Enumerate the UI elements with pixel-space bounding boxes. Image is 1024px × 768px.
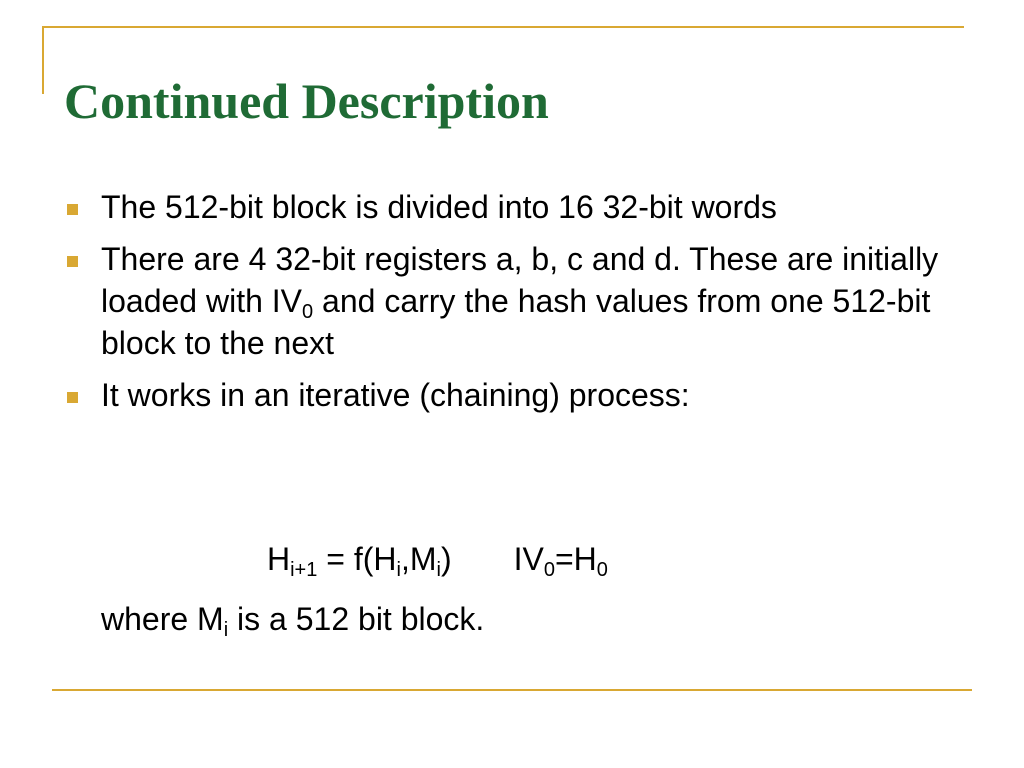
formula-sub-0: 0: [596, 559, 608, 581]
where-subscript-i: i: [223, 619, 229, 641]
square-bullet-icon: [67, 204, 78, 215]
formula-sub-i-plus-1: i+1: [290, 559, 318, 581]
slide-title: Continued Description: [64, 72, 549, 129]
formula-comma-m: ,M: [400, 541, 437, 577]
formula-sub-i: i: [396, 559, 401, 581]
top-border-line: [42, 26, 964, 28]
bullet-list: [64, 186, 964, 426]
formula-close-paren: ): [440, 541, 452, 577]
formula-iv: IV: [513, 541, 544, 577]
subscript-zero: 0: [302, 301, 314, 323]
where-text-before: where M: [101, 601, 224, 637]
bullet-text-after: and carry the hash values from one 512-bit block to the next: [101, 283, 931, 361]
bullet-item-block-division: [64, 186, 964, 228]
bullet-text: The 512-bit block is divided into 16 32-bit words: [101, 189, 777, 225]
square-bullet-icon: [67, 392, 78, 403]
formula-equals-h: =H: [554, 541, 597, 577]
where-line: [101, 598, 484, 640]
formula-equals-f: = f(H: [317, 541, 397, 577]
square-bullet-icon: [67, 256, 78, 267]
formula-sub-i: i: [436, 559, 441, 581]
bottom-border-line: [52, 689, 972, 691]
bullet-item-iterative: [64, 374, 964, 416]
chaining-formula: [267, 538, 608, 580]
where-text-after: is a 512 bit block.: [228, 601, 485, 637]
bullet-text: It works in an iterative (chaining) process:: [101, 377, 690, 413]
formula-h: H: [267, 541, 291, 577]
bullet-text-before: There are 4 32-bit registers a, b, c and d. These are initially loaded with IV: [101, 241, 939, 319]
left-border-line: [42, 26, 44, 94]
formula-sub-0: 0: [543, 559, 555, 581]
bullet-item-registers: [64, 238, 964, 364]
